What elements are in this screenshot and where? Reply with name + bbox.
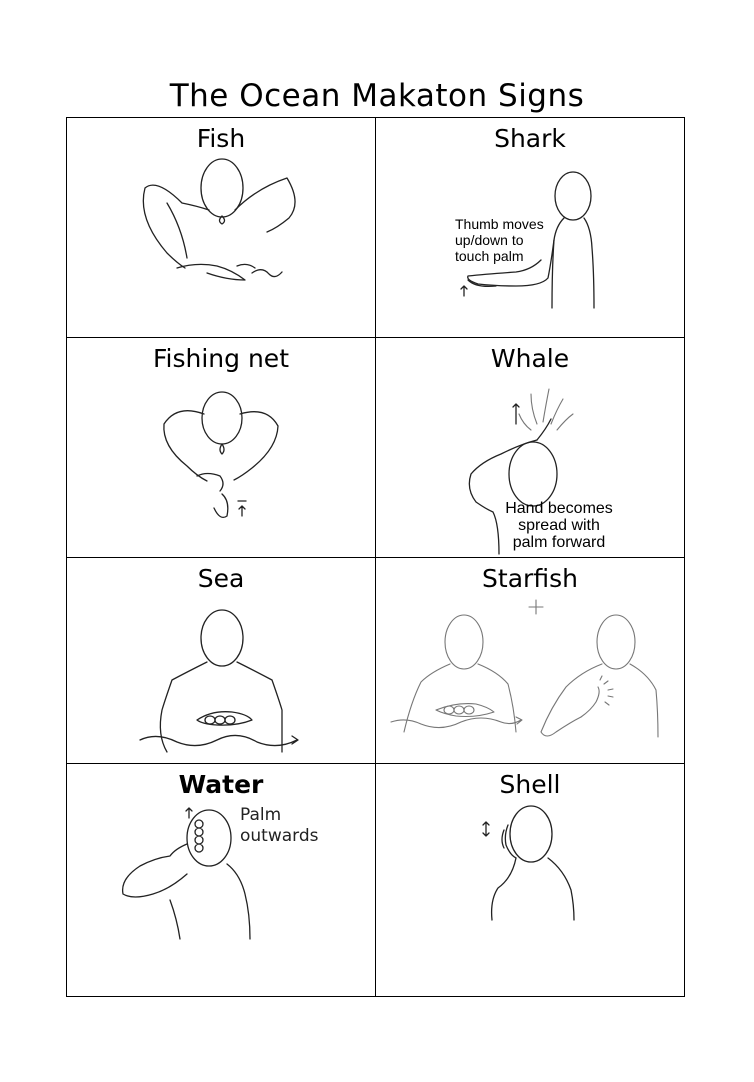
sign-cell-fish <box>67 118 376 338</box>
sign-label: Shell <box>499 770 561 799</box>
shark-sign-illustration <box>456 168 616 313</box>
shell-sign-illustration <box>476 800 596 920</box>
sign-instruction: Hand becomes spread with palm forward <box>505 500 613 551</box>
sign-cell-fishing-net <box>67 338 376 558</box>
sign-label: Fish <box>196 124 246 153</box>
water-sign-illustration <box>115 794 275 944</box>
signs-grid <box>66 117 685 997</box>
sign-label: Sea <box>197 564 245 593</box>
sign-cell-whale <box>376 338 684 558</box>
sign-instruction: Thumb moves up/down to touch palm <box>455 216 544 264</box>
sign-cell-shark <box>376 118 684 338</box>
starfish-sign-illustration <box>386 592 676 762</box>
fishing-net-sign-illustration <box>152 376 292 526</box>
sign-label: Fishing net <box>152 344 289 373</box>
sea-sign-illustration <box>137 600 307 758</box>
sign-label: Whale <box>490 344 570 373</box>
sign-instruction: Palm outwards <box>240 805 319 846</box>
sign-cell-sea <box>67 558 376 764</box>
sign-cell-shell <box>376 764 684 996</box>
page-title: The Ocean Makaton Signs <box>169 78 585 114</box>
sign-label: Water <box>178 770 264 799</box>
sign-label: Starfish <box>482 564 578 593</box>
sign-cell-water <box>67 764 376 996</box>
fish-sign-illustration <box>137 158 307 293</box>
sign-cell-starfish <box>376 558 684 764</box>
sign-label: Shark <box>494 124 566 153</box>
